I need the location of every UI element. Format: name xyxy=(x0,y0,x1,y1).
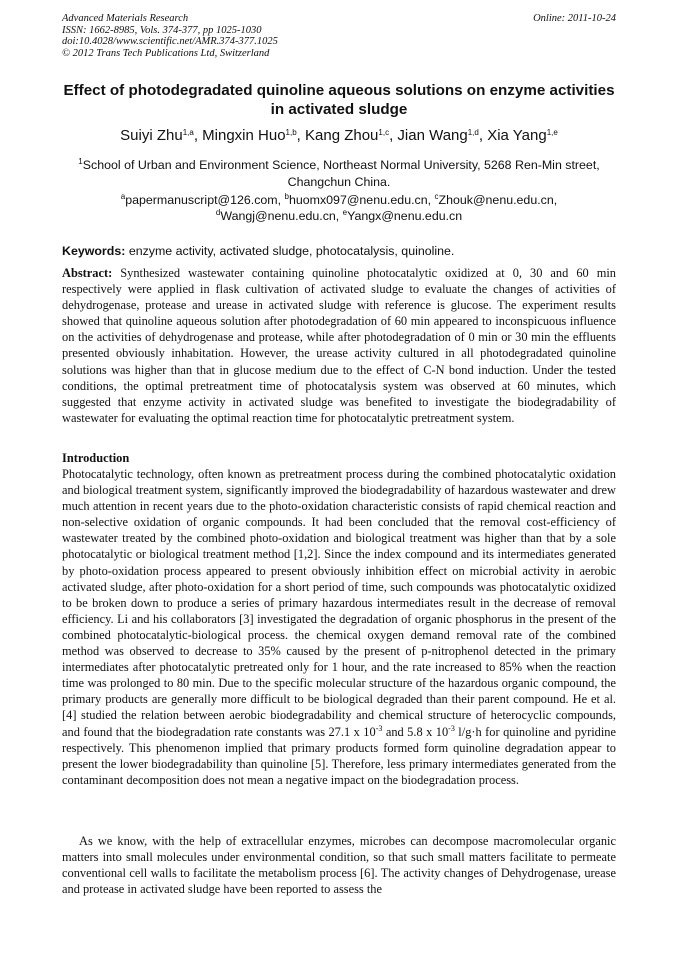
keywords xyxy=(62,243,616,259)
email-link[interactable]: Zhouk@nenu.edu.cn xyxy=(438,193,554,207)
section-heading-introduction: Introduction xyxy=(62,451,130,465)
paragraph-text: for quinoline and pyridine respectively. This phenomenon implied that primary products formed form quinoline degradation appear to present the lower biodegradability than quinoline [5]. Therefore, less primary intermediates generated from the contaminant decomposition does not mean a negative impact on the biodegradation process. xyxy=(62,724,617,787)
email-link[interactable]: papermanuscript@126.com xyxy=(125,193,278,207)
email-link[interactable]: Yangx@nenu.edu.cn xyxy=(347,208,463,223)
author-superscript: 1,a xyxy=(182,128,194,137)
affiliation xyxy=(62,157,616,191)
keywords-text: enzyme activity, activated sludge, photocatalysis, quinoline. xyxy=(128,244,455,258)
journal-doi: doi:10.4028/www.scientific.net/AMR.374-377.1025 xyxy=(62,36,278,48)
email-superscript: c xyxy=(434,192,439,201)
abstract-label: Abstract: xyxy=(62,266,113,280)
introduction-paragraph-2: As we know, with the help of extracellular enzymes, microbes can decompose macromolecular organic matters into small molecules under environmental condition, so that such small matters facilitate to permeate conventional cell walls to facilitate the metabolism process [6]. The activity changes of Dehydrogenase, urease and protease in activated sludge have been reported to assess the xyxy=(62,834,616,897)
email-list: $^a$papermanuscript@126.com, $^b$huomx097@nenu.edu.cn, $^c$Zhouk@nenu.edu.cn, $^d$Wangj@nenu.edu.cn, $^e$Yangx@nenu.edu.cn xyxy=(120,192,558,223)
author-name: Suiyi Zhu xyxy=(120,127,183,144)
abstract-text: Synthesized wastewater containing quinoline photocatalytic oxidized at 0, 30 and 60 min respectively were applied in flask cultivation of activated sludge to evaluate the changes of activities of dehydrogenase, protease and urease in activated sludge with reference is glucose. The experiment results showed that quinoline aqueous solution after photodegradation of 60 min appeared to inconspicuous influence on the activities of dehydrogenase and protease, while after photodegradation of 0 min or 30 min the effluents presented obviously inhabitation. However, the urease activity cultured in all photodegradated quinoline solutions was higher than that in glucose medium due to the effect of C-N bond induction. Under the tested conditions, the optimal pretreatment time of photocatalysis system was observed at 60 minutes, which suggested that enzyme activity in activated sludge was benefited to investigate the biodegradability of wastewater for evaluating the optimal reaction time for photocatalytic pretreatment system. xyxy=(62,266,616,425)
exponent: -3 xyxy=(448,723,455,733)
introduction-paragraph-1 xyxy=(62,466,616,788)
paper-title: Effect of photodegradated quinoline aqueous solutions on enzyme activities in activated sludge xyxy=(63,82,615,118)
keywords-label: Keywords: xyxy=(62,244,126,258)
author-superscript: 1,c xyxy=(378,128,390,137)
author-list: Suiyi Zhu$^{1,a}$, Mingxin Huo$^{1,b}$, Kang Zhou$^{1,c}$, Jian Wang$^{1,d}$, Xia Yang$^{1,e}$ xyxy=(120,127,558,144)
unit-text: l/g·h xyxy=(454,724,482,739)
paragraph-text: Photocatalytic technology, often known as pretreatment process during the combined photocatalytic oxidation and biological treatment system, significantly improved the biodegradability of hazardous wastewater and drew much attention in recent years due to the photo-oxidation characteristic consists of rapid chemical reaction and non-selective oxidation of organic compounds. It had been concluded that the removal cost-efficiency of wastewater treated by the combined photo-oxidation and biological treatment was higher than that by a sole photocatalytic or biological treatment method [1,2]. Since the index compound and its intermediates generated by photo-oxidation process appeared to present obviously inhibition effect on microbial activity in aerobic activated sludge, after photo-oxidation for a short period of time, such compounds was photocatalytic oxidized to be broken down to produce a series of primary hazardous intermediates result in the decrease of removal efficiency. Li and his collaborators [3] investigated the degradation of organic phosphorus in the present of the combined photocatalytic-biological process. the chemical oxygen demand removal rate of the combined method was observed to decrease to 35% caused by the present of p-nitrophenol detected in the primary intermediates after photocatalytic pretreated only for 1 hour, and the rate increased to 85% when the reaction time was prolonged to 80 min. Due to the specific molecular structure of the hazardous organic compound, the primary products are generally more difficult to be biological degraded than their parent compound. He et al. [4] studied the relation between aerobic biodegradability and chemical structure of heterocyclic compounds, and found that the biodegradation rate constants was 27.1 x 10 xyxy=(62,467,616,739)
journal-header xyxy=(62,13,616,59)
email-link[interactable]: Wangj@nenu.edu.cn xyxy=(220,208,336,223)
email-superscript: b xyxy=(284,192,289,201)
author-name: Jian Wang xyxy=(397,127,468,144)
exponent: -3 xyxy=(375,723,383,733)
email-superscript: e xyxy=(342,207,348,217)
email-superscript: d xyxy=(215,207,221,217)
author-name: Mingxin Huo xyxy=(202,127,286,144)
affiliation-text: School of Urban and Environment Science, Northeast Normal University, 5268 Ren-Min street, Changchun China. xyxy=(82,158,600,189)
journal-name: Advanced Materials Research xyxy=(62,13,189,24)
abstract xyxy=(62,265,616,426)
affiliation-superscript: 1 xyxy=(78,157,83,166)
online-date: Online: 2011-10-24 xyxy=(533,13,616,24)
author-superscript: 1,b xyxy=(285,128,297,137)
author-superscript: 1,d xyxy=(467,128,479,137)
email-superscript: a xyxy=(120,192,126,201)
author-name: Kang Zhou xyxy=(305,127,379,144)
journal-copyright: © 2012 Trans Tech Publications Ltd, Switzerland xyxy=(62,47,270,59)
journal-issn: ISSN: 1662-8985, Vols. 374-377, pp 1025-1030 xyxy=(62,24,262,36)
email-link[interactable]: huomx097@nenu.edu.cn xyxy=(288,193,428,207)
author-name: Xia Yang xyxy=(487,127,547,144)
paragraph-text: and 5.8 x 10 xyxy=(382,724,449,739)
author-superscript: 1,e xyxy=(546,128,558,137)
